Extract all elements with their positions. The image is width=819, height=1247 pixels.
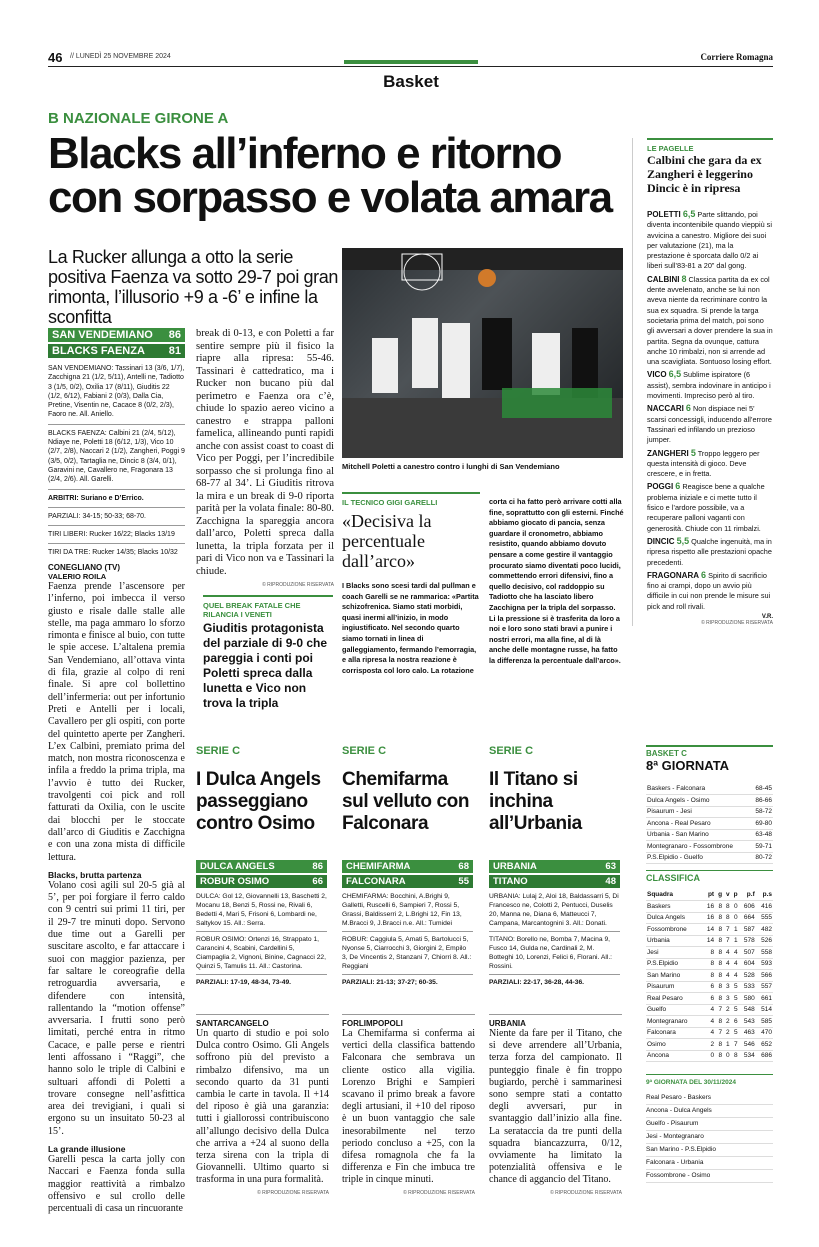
seriec-box: CHEMIFARMA 68 FALCONARA 55 CHEMIFARMA: Bocchini, A.Brighi 9, Galletti, Ruscelli 6, Sampieri 7, Rossi 5, Grassi, Baldisserri 2, L.Brighi 12, Fin 13, M.Bracci 9, J.Bracci n.e. All.: Tumidei ROBUR: Caggiula 5, Amati 5, Bartolucci 5, Nyonse 5, Ciarrocchi 3, Giorgini 2, Empilo 3, De Vincentis 2, Stanzani 7, Chiorri 8. All.: Reggiani PARZIALI: 21-13; 37-27; 60-35. (342, 861, 472, 986)
result-row: Montegranaro - Fossombrone 59-71 (646, 841, 773, 853)
rating-item: POGGI 6 Reagisce bene a qualche problema iniziale e ci mette tutto il fisico e l’ardore possibile, va a recuperare palloni vaganti con generosità. Chiude con 11 rimbalzi. (647, 481, 765, 533)
article-text: Faenza prende l’ascensore per l’inferno, poi imbecca il verso giusto e risale dalle stalle alle stelle, ma paga ammaro lo sforzo rimonta e finisce al buio, con tutte le spie accese. L’altalena premia San Vendemiano, all’ottava vinta di fila, grazie al colpo di reni finale. Si apre col bollettino dell’infermeria: out per infortunio Preti e Antelli per i locali, Cavallero per gli ospiti, con porte del quintetto aperte per Zangheri. L’ex Calbini, premiato prima del match, non mostra riconoscenza e infila a freddo la prima tripla, ma l’avvio è tutto dei Rucker, travolgenti coi pick and roll fatturati da Oxilia, con le uscite dai blocchi per le stoccate dall’arco di Giuditis e Zacchigna e con una zona mista di difficile lettura. (48, 581, 185, 863)
referees: ARBITRI: Suriano e D’Errico. (48, 494, 144, 502)
author: VALERIO ROILA (48, 572, 107, 581)
subheading: La grande illusione (48, 1144, 126, 1155)
boxscore-home: SAN VENDEMIANO: Tassinari 13 (3/6, 1/7), Zacchigna 21 (1/2, 5/11), Antelli ne, Tadiotto 3 (1/5, 0/2), Oxilia 17 (8/11), Giuditis 22 (1/2, 6/12), Fabiani 2 (0/3), Dalla Cia, Pretine, Visentin ne, Cacace 8 (0/2, 2/3), Faoro ne. All. Aniello. (48, 365, 185, 419)
section-title: Basket (383, 72, 439, 91)
page-number: 46 (48, 50, 63, 65)
game-photo (342, 248, 623, 458)
free-throws: TIRI LIBERI: Rucker 16/22; Blacks 13/19 (48, 531, 175, 539)
ratings-title: Calbini che gara da ex Zangheri è leggerino Dincic è in ripresa (647, 153, 762, 195)
fixture-item: Guelfo - Pisaurum (646, 1118, 773, 1131)
publication-name: Corriere Romagna (700, 52, 773, 62)
kicker: B NAZIONALE GIRONE A (48, 110, 229, 127)
rating-item: CALBINI 8 Classica partita da ex col dente avvelenato, anche se lui non aveva niente da recriminare contro la sua ex squadra. Si prende la targa societaria prima del match, poi sono gli avversari a dover prendere la sua in partita. Segna da ovunque, cattura anche 10 rimbalzi, non si arrende ad una scavigliata. Sontuoso losing effort. (647, 273, 773, 367)
result-row: Baskers - Falconara 68-45 (646, 783, 773, 795)
standings-row: Osimo 2 8 1 7 546 652 (646, 1039, 773, 1051)
score-away: BLACKS FAENZA 81 (48, 344, 185, 358)
result-row: Urbania - San Marino 63-48 (646, 829, 773, 841)
standings-row: Baskers 16 8 8 0 606 416 (646, 901, 773, 913)
boxscore-away: BLACKS FAENZA: Calbini 21 (2/4, 5/12), Ndiaye ne, Poletti 18 (6/12, 1/3), Vico 10 (2/7, 2/8), Naccari 2 (1/2), Zangheri, Poggi 9 (3/5, 0/2), Tartaglia ne, Dincic 8 (3/4, 0/1), Garavini ne, Cavallero ne, Fragonara 13 (2/4, 2/6). All. Garelli. (48, 429, 185, 484)
article-text: Volano così agili sul 20-5 già al 5’, per poi forgiare il ferro caldo con 9 centri sui primi 11 tiri, per il 29-7 tre minuti dopo. Servono due time out a Garelli per suscitare ascolto, e far attaccare i suoi con maggior pazienza, per far saltare le coreografie della retroguardia avversaria, e difendere con intensità, rallentando la “motion offense” avversaria. I frutti sono però limitati, perché entra in ritmo Cacace, e palle perse e rientri lenti affossano i “Raggi”, che hanno solo le triple di Calbini e sultuari affondi di Poletti a trovare consegne nell’asfittica area dei trevigiani, i quali si ergono su un insuitato 50-23 al 15’. (48, 879, 185, 1137)
score-home: SAN VENDEMIANO 86 (48, 328, 185, 342)
coach-quote: «Decisiva la percentuale dall’arco» (342, 511, 432, 571)
result-row: Dulca Angels - Osimo 86-66 (646, 795, 773, 807)
seriec-article: SERIE C Chemifarma sul velluto con Falconara (342, 745, 478, 835)
rating-item: ZANGHERI 5 Troppo leggero per questa intensità di gioco. Deve crescere, e in fretta. (647, 447, 760, 479)
fixture-item: Real Pesaro - Baskers (646, 1092, 773, 1105)
score-box (48, 328, 185, 558)
standings-row: Montegranaro 4 8 2 6 543 585 (646, 1016, 773, 1028)
standings-row: Fossombrone 14 8 7 1 587 482 (646, 924, 773, 936)
standings-row: Dulca Angels 16 8 8 0 664 555 (646, 912, 773, 924)
issue-date: // LUNEDÌ 25 NOVEMBRE 2024 (70, 53, 171, 60)
article-text: Garelli pesca la carta jolly con Naccari e Faenza fonda sulla maggior reattività a rimbalzo offensivo e sul crollo delle percentuali di casa un rincuorante (48, 1154, 185, 1215)
article-column-1 (48, 563, 185, 1216)
seriec-report: URBANIA Niente da fare per il Titano, che si deve arrendere all’Urbania, terza forza del campionato. Il punteggio finale è fin troppo bugiardo, perchè i sammarinesi sono sempre stati a contatto degli avversari, pur in svantaggio dall’inizio alla fine. La serataccia da tre punti della squadra biancazzurra, 0/12, ovviamente ha limitato la potenzialità offensiva e le chance di aggancio del Titano. © RIPRODUZIONE RISERVATA (489, 1014, 622, 1196)
coach-text: corta ci ha fatto però arrivare cotti alla fine, soprattutto con gli esterni. Finché abbiamo giocato di pancia, senza guardare il cronometro, abbiamo resistito, quando abbiamo dovuto pensare a come gestire il vantaggio procurato siamo diventati poco lucidi, commettendo errori difensivi, fino a quello decisivo, col raddoppio su Tadiotto che ha lasciato libero Zacchigna per la tripla del sorpasso. Li la pressione si è trasferita da loro a noi e loro sono stati bravi a punire i nostri errori, ma alla fine, al di là anche delle montagne russe, ha fatto la differenza la percentuale dall’arco». (489, 497, 624, 665)
matchday-title: 8ª GIORNATA (646, 758, 730, 773)
standings-row: Guelfo 4 7 2 5 548 514 (646, 1004, 773, 1016)
standings-row: Urbania 14 8 7 1 578 526 (646, 935, 773, 947)
seriec-report: FORLIMPOPOLI La Chemifarma si conferma ai vertici della classifica battendo Falconara che sembrava un cliente ostico alla vigilia. Lorenzo Brighi e Sampieri scavano il primo break a favore degli artusiani, il +10 del riposo è un buon vantaggio che sale inesorabilmente nel terzo periodo concluso a +25, con la difesa romagnola che fa la differenza e Fin che imbuca tre triple in cinque minuti. © RIPRODUZIONE RISERVATA (342, 1014, 475, 1196)
headline: Blacks all’inferno e ritorno con sorpasso e volata amara (48, 129, 612, 222)
standings-header: Squadra pt g v p p.f p.s (646, 889, 773, 901)
seriec-box: URBANIA 63 TITANO 48 URBANIA: Lulaj 2, Aloi 18, Baldassarri 5, Di Francesco ne, Colotti 2, Pentucci, Duselis 20, Manna ne, Diana 6, Matteucci 7, Campana, Marcantognini 3. All.: Donati. TITANO: Borello ne, Bomba 7, Macina 9, Fusco 14, Gulda ne, Cardinali 2, M. Botteghi 10, Lorenzi, Felici 6, Florani. All.: Rossini. PARZIALI: 22-17, 36-28, 44-36. (489, 861, 619, 986)
seriec-title: I Dulca Angels passeggiano contro Osimo (196, 769, 321, 834)
standings-row: Real Pesaro 6 8 3 5 580 661 (646, 993, 773, 1005)
standings-row: Jesi 8 8 4 4 507 558 (646, 947, 773, 959)
fixture-item: Fossombrone - Osimo (646, 1170, 773, 1183)
fixture-item: Falconara - Urbania (646, 1157, 773, 1170)
seriec-report: SANTARCANGELO Un quarto di studio e poi solo Dulca contro Osimo. Gli Angels soffrono più del previsto a rimbalzo difensivo, ma un secondo quarto da 31 punti cambia le carte in tavola. Il +14 del riposo è già una garanzia: tutti i giallorossi contribuiscono all’allungo decisivo della Dulca che arriva a +24 al suono della terza sirena con la tripla di Giovannelli. Ultimo quarto si trasforma in una pura formalità. © RIPRODUZIONE RISERVATA (196, 1014, 329, 1196)
result-row: Ancona - Real Pesaro 69-80 (646, 818, 773, 830)
standings-row: P.S.Elpidio 8 8 4 4 604 593 (646, 958, 773, 970)
standings-row: Pisaurum 6 8 3 5 533 557 (646, 981, 773, 993)
ratings-panel: LE PAGELLE Calbini che gara da ex Zangheri è leggerino Dincic è in ripresa POLETTI 6,5 Parte slittando, poi diventa incontenibile quando vieppiù si avvicina a canestro. Migliore dei suoi per valutazione (21), ma la prestazione è sporcata dallo 0/2 ai liberi sull’83-81 a 20” dal gong. CALBINI 8 Classica partita da ex col dente avvelenato, anche se lui non aveva niente da recriminare contro la sua ex squadra. Si prende la targa societaria prima del match, poi sono gli avversari a dover prendere la sua in partita. Segna da ovunque, cattura anche 10 rimbalzi, non si arrende ad una scavigliata. Sontuoso losing effort. VICO 6,5 Sublime ispiratore (6 assist), sembra indovinare in anticipo i movimenti. Impreciso però al tiro. NACCARI 6 Non dispiace nei 5’ scarsi concessigli, inducendo all’errore Tassinari ed infilando un prezioso jumper. ZANGHERI 5 Troppo leggero per questa intensità di gioco. Deve crescere, e in fretta. POGGI 6 Reagisce bene a qualche problema iniziale e ci mette tutto il fisico e l’ardore possibile, va a recuperare palloni vaganti con generosità. Chiude con 11 rimbalzi. DINCIC 5,5 Qualche ingenuità, ma in ripresa rispetto alle prestazioni opache precedenti. FRAGONARA 6 Spirito di sacrificio fino ai crampi, dopo un avvio più difficile in cui non prende le misure sui pick and roll rivali. V.R. © RIPRODUZIONE RISERVATA (632, 138, 773, 626)
rating-item: NACCARI 6 Non dispiace nei 5’ scarsi concessigli, inducendo all’errore Tassinari ed infilando un prezioso jumper. (647, 403, 772, 445)
photo-caption: Mitchell Poletti a canestro contro i lunghi di San Vendemiano (342, 462, 560, 471)
subheading: Blacks, brutta partenza (48, 869, 142, 880)
standings-panel: BASKET C 8ª GIORNATA Baskers - Falconara 68-45 Dulca Angels - Osimo 86-66 Pisaurum - Jesi 58-72 Ancona - Real Pesaro 69-80 Urbania - San Marino 63-48 Montegranaro - Fossombrone 59-71 P.S.Elpidio - Guelfo 80-72 CLASSIFICA Squadra pt g v p p.f p.s Baskers 16 8 8 0 606 416 Dulca Angels 16 8 8 0 664 555 Fossombrone 14 8 7 1 587 482 Urbania 14 8 7 1 578 526 Jesi 8 8 4 4 507 558 P.S.Elpidio 8 8 4 4 604 593 San Marino 8 8 4 4 528 566 Pisaurum 6 8 3 5 533 557 Real Pesaro 6 8 3 5 580 661 Guelfo 4 7 2 5 548 514 Montegranaro 4 8 2 6 543 585 Falconara 4 7 2 5 463 470 Osimo 2 8 1 7 546 652 Ancona 0 8 0 8 534 686 9ª GIORNATA DEL 30/11/2024 Real Pesaro - Baskers Ancona - Dulca Angels Guelfo - Pisaurum Jesi - Montegranaro San Marino - P.S.Elpidio Falconara - Urbania Fossombrone - Osimo (646, 745, 773, 1183)
quarter-scores: PARZIALI: 34-15; 50-33; 68-70. (48, 512, 146, 520)
dateline-city: CONEGLIANO (TV) (48, 563, 120, 572)
standings-row: San Marino 8 8 4 4 528 566 (646, 970, 773, 982)
fixture-item: San Marino - P.S.Elpidio (646, 1144, 773, 1157)
rating-item: FRAGONARA 6 Spirito di sacrificio fino ai crampi, dopo un avvio più difficile in cui non prende le misure sui pick and roll rivali. (647, 569, 771, 611)
header-rule (48, 66, 773, 67)
coach-box: IL TECNICO GIGI GARELLI «Decisiva la percentuale dall’arco» I Blacks sono scesi tardi dal pullman e coach Garelli se ne rammarica: «Partita schizofrenica. Siamo stati morbidi, quasi inermi all’inizio, in modo ingiustificato. Nel secondo quarto siamo tornati in linea di galleggiamento, fermando l’emorragia, e alla ripresa la nostra reazione è corrisposta col loro calo. La rotazione (342, 492, 480, 676)
result-row: P.S.Elpidio - Guelfo 80-72 (646, 852, 773, 864)
seriec-title: Il Titano si inchina all’Urbania (489, 769, 582, 834)
seriec-article: SERIE C Il Titano si inchina all’Urbania (489, 745, 625, 835)
seriec-article: SERIE C I Dulca Angels passeggiano contro Osimo (196, 745, 332, 835)
deck: La Rucker allunga a otto la serie positiva Faenza va sotto 29-7 poi gran rimonta, l’illusorio +9 a -6’ e infine la sconfitta (48, 247, 338, 327)
fixture-item: Jesi - Montegranaro (646, 1131, 773, 1144)
rating-item: VICO 6,5 Sublime ispiratore (6 assist), sembra indovinare in anticipo i movimenti. Impreciso però al tiro. (647, 369, 771, 401)
highlight-box: QUEL BREAK FATALE CHE RILANCIA I VENETI Giuditis protagonista del parziale di 9-0 che pareggia i conti poi Poletti spreca dalla lunetta e Vico non trova la tripla (203, 595, 333, 711)
three-pointers: TIRI DA TRE: Rucker 14/35; Blacks 10/32 (48, 549, 178, 557)
fixture-item: Ancona - Dulca Angels (646, 1105, 773, 1118)
seriec-box: DULCA ANGELS 86 ROBUR OSIMO 66 DULCA: Gol 12, Giovannelli 13, Baschetti 2, Mocanu 18, Benzi 5, Rossi ne, Rivali 6, Bedetti 4, Mari 5, Frisoni 6, Lombardi ne, Saltykov 15. All.: Serra. ROBUR OSIMO: Ortenzi 16, Strappato 1, Carancini 4, Scabini, Cardellini 5, Ciampaglia 2, Vignoni, Binine, Cagnacci 22, Quinzi 5, Tamulis 11. All.: Castorina. PARZIALI: 17-19, 48-34, 73-49. (196, 861, 327, 986)
article-column-2: break di 0-13, e con Poletti a far sentire sempre più il fisico la riapre alla ripresa: 55-46. Tassinari è cattedratico, ma i Rucker non bucano più dal perimetro e Faenza ora c’è, chiude lo spazio aereo vicino a canestro e strappa palloni famelica, allineando punti rapidi anche con assist coast to coast di Vico per Poggi, per l’incredibile sorpasso che si prolunga fino al 68-77 al 34’. Li Giuditis ritrova la mira e un break di 9-0 riporta parità per la volata finale: 80-80. Zacchigna la spareggia ancora dall’arco, Poletti spreca dalla lunetta, la tripla forzata per il pari di Vico non va e Tassinari la chiude. © RIPRODUZIONE RISERVATA (196, 328, 334, 588)
result-row: Pisaurum - Jesi 58-72 (646, 806, 773, 818)
seriec-title: Chemifarma sul velluto con Falconara (342, 769, 470, 834)
standings-row: Falconara 4 7 2 5 463 470 (646, 1027, 773, 1039)
rating-item: DINCIC 5,5 Qualche ingenuità, ma in ripresa rispetto alle prestazioni opache precedenti. (647, 535, 772, 567)
standings-row: Ancona 0 8 0 8 534 686 (646, 1050, 773, 1062)
section-accent (344, 60, 478, 64)
article-text: break di 0-13, e con Poletti a far sentire sempre più il fisico la riapre alla ripresa: 55-46. Tassinari è cattedratico, ma i Rucker non bucano più dal perimetro e Faenza ora c’è, chiude lo spazio aereo vicino a canestro e strappa palloni famelica, allineando punti rapidi anche con assist coast to coast di Vico per Poggi, per l’incredibile sorpasso che si prolunga fino al 68-77 al 34’. Li Giuditis ritrova la mira e un break di 9-0 riporta parità per la volata finale: 80-80. Zacchigna la spareggia ancora dall’arco, Poletti spreca dalla lunetta, la tripla forzata per il pari di Vico non va e Tassinari la chiude. (196, 328, 334, 577)
rating-item: POLETTI 6,5 Parte slittando, poi diventa incontenibile quando vieppiù si avvicina a canestro. Migliore dei suoi per valutazione (21), ma la prestazione è sporcata dallo 0/2 ai liberi sull’83-81 a 20” dal gong. (647, 209, 772, 271)
